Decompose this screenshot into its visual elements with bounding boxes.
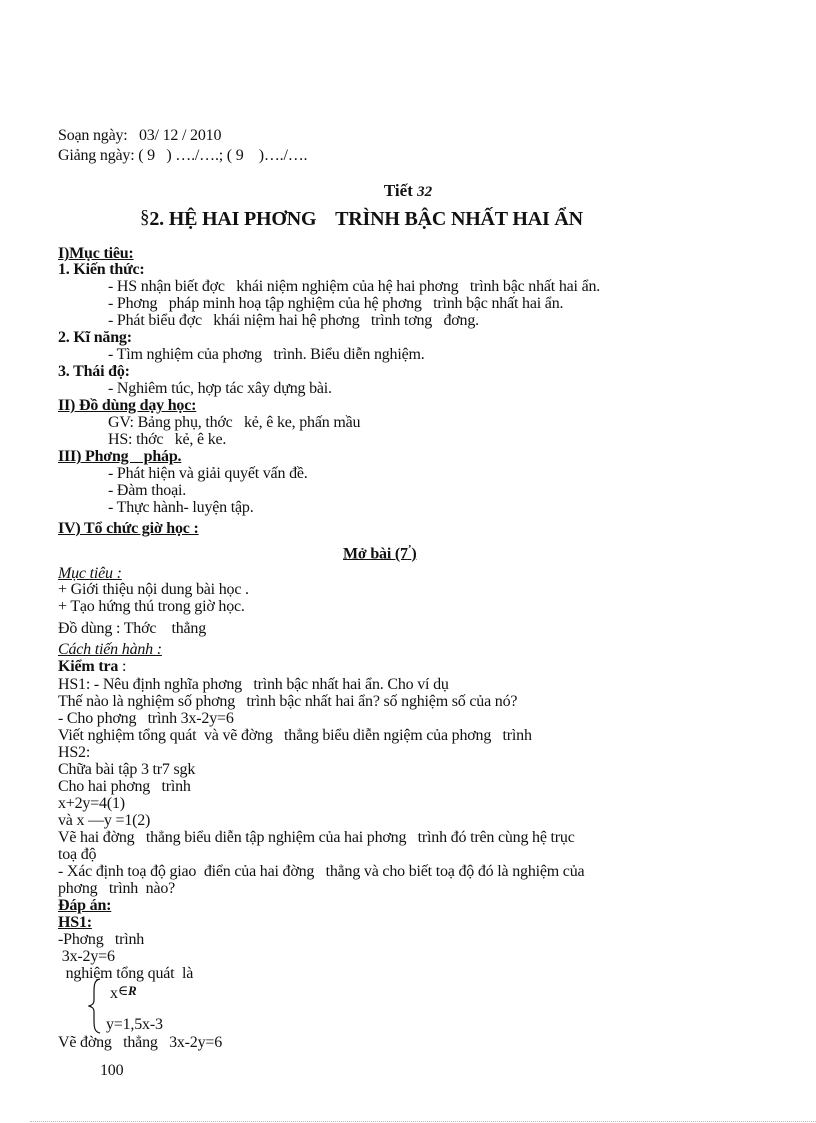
question-line: x+2y=4(1) [58, 795, 125, 812]
objectives-heading: I)Mục tiêu: [58, 245, 134, 262]
question-line: và x —y =1(2) [58, 812, 151, 829]
question-line: Chữa bài tập 3 tr7 sgk [58, 761, 196, 778]
method-item: - Thực hành- luyện tập. [108, 499, 254, 516]
organization-heading: IV) Tổ chức giờ học : [58, 520, 199, 537]
question-line: Vẽ hai đờng thẳng biểu diễn tập nghiệm của hai phơng trình đó trên cùng hệ trục [58, 829, 575, 846]
knowledge-item: - Phát biểu đợc khái niệm hai hệ phơng trình tơng đơng. [108, 312, 479, 329]
question-line: - Cho phơng trình 3x-2y=6 [58, 710, 234, 727]
answer-line: 3x-2y=6 [58, 948, 115, 965]
soan-ngay: Soạn ngày: 03/ 12 / 2010 [58, 127, 222, 144]
attitude-item: - Nghiêm túc, hợp tác xây dựng bài. [108, 380, 332, 397]
answer-hs1-heading: HS1: [58, 914, 92, 931]
knowledge-item: - Phơng pháp minh hoạ tập nghiệm của hệ phơng trình bậc nhất hai ẩn. [108, 295, 564, 312]
answer-line: nghiệm tổng quát là [58, 965, 194, 982]
system-line-2: y=1,5x-3 [106, 1016, 163, 1033]
giang-ngay: Giảng ngày: ( 9 ) …./….; ( 9 )…./…. [58, 147, 308, 164]
methods-heading: III) Phơng pháp. [58, 448, 182, 465]
mo-bai-sup: ’ [407, 543, 412, 555]
skills-heading: 2. Kĩ năng: [58, 329, 132, 346]
page-bottom-border [30, 1121, 816, 1122]
materials-hs: HS: thớc kẻ, ê ke. [108, 431, 227, 448]
answer-line: -Phơng trình [58, 931, 145, 948]
knowledge-heading: 1. Kiến thức: [58, 261, 145, 278]
attitude-heading: 3. Thái độ: [58, 363, 130, 380]
system-brace-icon [88, 978, 102, 1034]
knowledge-item: - HS nhận biết đợc khái niệm nghiệm của hệ hai phơng trình bậc nhất hai ẩn. [108, 278, 601, 295]
question-line: HS2: [58, 744, 91, 761]
question-line: Viết nghiệm tổng quát và vẽ đờng thẳng biểu diễn ngiệm của phơng trình [58, 727, 532, 744]
question-line: Thế nào là nghiệm số phơng trình bậc nhất hai ẩn? số nghiệm số của nó? [58, 693, 518, 710]
lesson-number [0, 181, 816, 201]
kiem-tra-colon: : [118, 658, 127, 675]
question-line: toạ độ [58, 846, 97, 863]
lesson-title-text: 2. HỆ HAI PHƠNG TRÌNH BẬC NHẤT HAI ẨN [149, 208, 583, 230]
mo-bai-text: Mở bài (7 [343, 545, 408, 563]
kiem-tra [58, 658, 126, 675]
element-of-symbol: ∈ [117, 984, 128, 999]
answer-heading: Đáp án: [58, 897, 112, 914]
system-line-1 [110, 982, 136, 1002]
tiet-number: 32 [417, 184, 433, 200]
lesson-title [140, 206, 583, 231]
muc-tieu-label: Mục tiêu : [58, 565, 122, 582]
answer-final-line: Vẽ đờng thẳng 3x-2y=6 [58, 1034, 223, 1051]
do-dung: Đồ dùng : Thớc thẳng [58, 620, 206, 637]
mo-bai-close: ) [411, 545, 417, 563]
method-item: - Phát hiện và giải quyết vấn đề. [108, 465, 308, 482]
materials-gv: GV: Bảng phụ, thớc kẻ, ê ke, phấn mầu [108, 414, 361, 431]
question-line: Cho hai phơng trình [58, 778, 191, 795]
muc-tieu-item: + Giới thiệu nội dung bài học . [58, 581, 249, 598]
page-number: 100 [100, 1062, 124, 1079]
skills-item: - Tìm nghiệm của phơng trình. Biểu diễn nghiệm. [108, 346, 425, 363]
question-line: HS1: - Nêu định nghĩa phơng trình bậc nhất hai ẩn. Cho ví dụ [58, 676, 449, 693]
materials-heading: II) Đồ dùng dạy học: [58, 397, 197, 414]
section-symbol: § [140, 207, 150, 228]
mo-bai-heading [343, 541, 416, 562]
method-item: - Đàm thoại. [108, 482, 187, 499]
question-line: - Xác định toạ độ giao điển của hai đờng thẳng và cho biết toạ độ đó là nghiệm của [58, 863, 585, 880]
question-line: phơng trình nào? [58, 880, 176, 897]
muc-tieu-item: + Tạo hứng thú trong giờ học. [58, 598, 245, 615]
system-var-x: x [110, 985, 118, 1002]
kiem-tra-label: Kiểm tra [58, 658, 119, 675]
tiet-label: Tiết [383, 181, 418, 200]
cach-tien-hanh: Cách tiến hành : [58, 641, 162, 658]
real-set-symbol: R [127, 983, 137, 998]
